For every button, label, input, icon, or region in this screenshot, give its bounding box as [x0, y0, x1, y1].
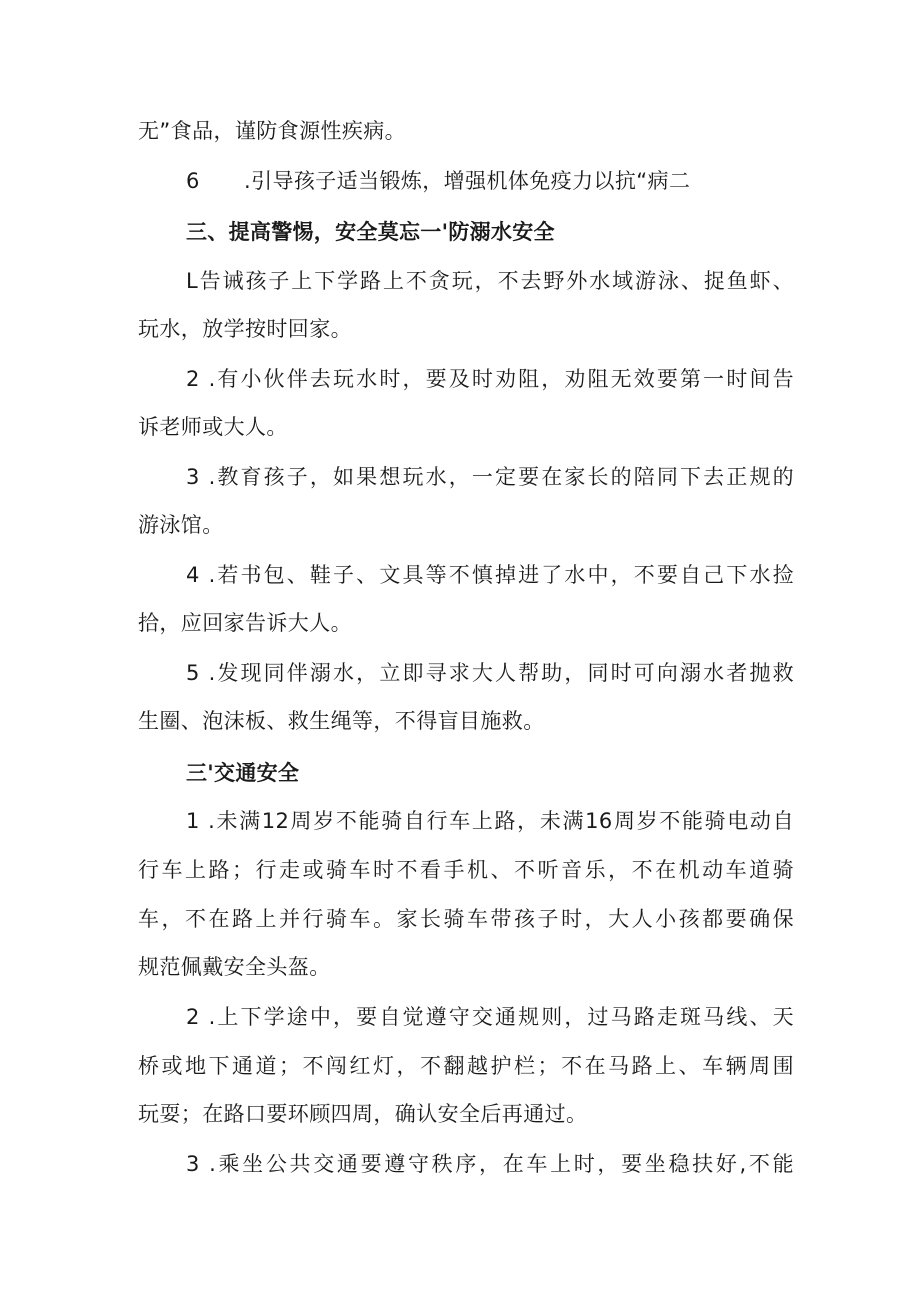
text-line: 诉老师或大人。 [138, 415, 288, 439]
text-line: 4 .若书包、鞋子、文具等不慎掉进了水中，不要自己下水捡 [186, 563, 794, 587]
text-line: 拾，应回家告诉大人。 [138, 611, 352, 635]
text-line: 玩耍；在路口要环顾四周，确认安全后再通过。 [138, 1102, 588, 1126]
text-line: L告诫孩子上下学路上不贪玩，不去野外水域游泳、捉鱼虾、 [186, 269, 794, 293]
section-heading: 三'交通安全 [186, 761, 300, 785]
text-line: 桥或地下通道；不闯红灯，不翻越护栏；不在马路上、车辆周围 [138, 1054, 794, 1078]
text-line: 5 .发现同伴溺水，立即寻求大人帮助，同时可向溺水者抛救 [186, 661, 794, 685]
section-heading: 三、提高警惕，安全莫忘一'防溺水安全 [186, 220, 555, 244]
text-line: 2 .上下学途中，要自觉遵守交通规则，过马路走斑马线、天 [186, 1005, 794, 1029]
text-line: 玩水，放学按时回家。 [138, 317, 352, 341]
text-line: .引导孩子适当锻炼，增强机体免疫力以抗“病二 [244, 169, 691, 193]
text-line: 游泳馆。 [138, 513, 224, 537]
list-number: 6 [186, 169, 200, 193]
text-line: 1 .未满12周岁不能骑自行车上路，未满16周岁不能骑电动自 [186, 809, 794, 833]
text-line: 3 .教育孩子，如果想玩水，一定要在家长的陪同下去正规的 [186, 465, 794, 489]
text-line: 行车上路；行走或骑车时不看手机、不听音乐，不在机动车道骑 [138, 858, 794, 882]
text-line: 规范佩戴安全头盔。 [138, 955, 331, 979]
text-line: 3 .乘坐公共交通要遵守秩序，在车上时，要坐稳扶好,不能 [186, 1152, 794, 1176]
text-line: 生圈、泡沫板、救生绳等，不得盲目施救。 [138, 709, 545, 733]
text-line: 无”食品，谨防食源性疾病。 [138, 119, 407, 143]
text-line: 2 .有小伙伴去玩水时，要及时劝阻，劝阻无效要第一时间告 [186, 367, 794, 391]
text-line: 车，不在路上并行骑车。家长骑车带孩子时，大人小孩都要确保 [138, 907, 794, 931]
